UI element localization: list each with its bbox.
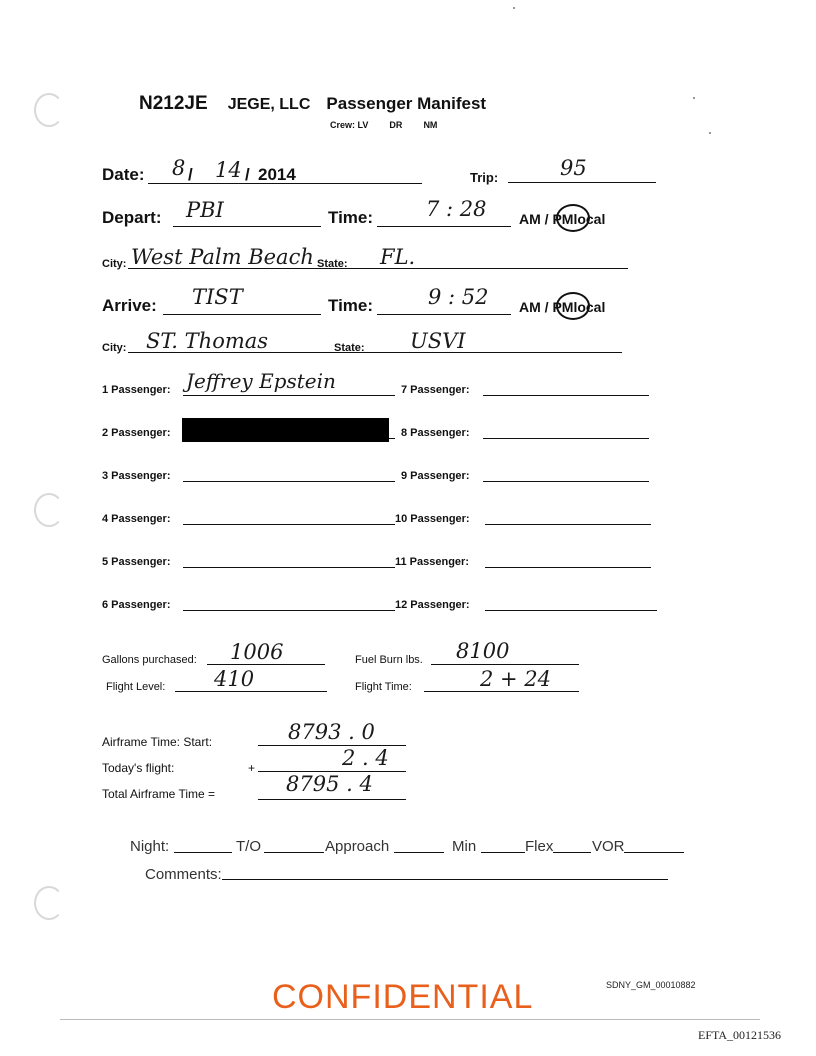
arrive-field-line (163, 314, 321, 315)
passenger-1-label: 1 Passenger: (102, 384, 171, 396)
passenger-1-line (183, 395, 395, 396)
pm-circle-mark (556, 204, 590, 232)
date-label: Date: (102, 165, 145, 184)
trip-handwritten: 95 (560, 156, 587, 180)
min-line (481, 852, 525, 853)
flex-label: Flex (525, 838, 554, 855)
efta-number: EFTA_00121536 (698, 1028, 782, 1042)
passenger-6-line (183, 610, 395, 611)
arrive-time-line (377, 314, 511, 315)
arrive-handwritten: TIST (192, 285, 243, 309)
scan-speck (693, 97, 695, 99)
depart-state-handwritten: FL. (380, 245, 416, 269)
gallons-label: Gallons purchased: (102, 654, 197, 666)
approach-label: Approach (325, 838, 390, 855)
passenger-8-line (483, 438, 649, 439)
crew-label: Crew: (330, 120, 356, 130)
passenger-7-line (483, 395, 649, 396)
trip-field-line (508, 182, 656, 183)
total-airframe-handwritten: 8795 . 4 (286, 772, 373, 796)
min-label: Min (452, 838, 477, 855)
am-label: AM / (519, 299, 549, 315)
to-label: T/O (236, 838, 261, 855)
passenger-7-label: 7 Passenger: (401, 384, 470, 396)
passenger-9-label: 9 Passenger: (401, 470, 470, 482)
arrive-state-label: State: (334, 342, 365, 354)
am-label: AM / (519, 211, 549, 227)
passenger-2-label: 2 Passenger: (102, 427, 171, 439)
arrive-time-label: Time: (328, 296, 374, 315)
trip-label: Trip: (470, 170, 499, 185)
approach-line (394, 852, 444, 853)
binder-hole (34, 93, 64, 127)
date-year: 2014 (258, 165, 296, 184)
page-bottom-rule (60, 1019, 760, 1020)
fuel-burn-line (431, 664, 579, 665)
flight-time-label: Flight Time: (355, 681, 412, 693)
total-airframe-label: Total Airframe Time = (102, 787, 216, 801)
fuel-burn-handwritten: 8100 (456, 639, 510, 663)
flight-time-line (424, 691, 579, 692)
depart-time-line (377, 226, 511, 227)
crew-member: NM (423, 120, 438, 130)
passenger-4-label: 4 Passenger: (102, 513, 171, 525)
passenger-3-label: 3 Passenger: (102, 470, 171, 482)
company-name: JEGE, LLC (227, 96, 311, 113)
night-line (174, 852, 232, 853)
tail-number: N212JE (139, 93, 208, 114)
confidential-stamp: CONFIDENTIAL (272, 978, 534, 1016)
vor-label: VOR (592, 838, 625, 855)
date-month-handwritten: 8 (172, 156, 186, 180)
depart-city-label: City: (102, 258, 127, 270)
depart-time-handwritten: 7 : 28 (426, 197, 487, 221)
airframe-start-handwritten: 8793 . 0 (288, 720, 375, 744)
local-label: local (573, 211, 606, 227)
comments-line (222, 879, 668, 880)
crew-member: DR (389, 120, 403, 130)
night-label: Night: (130, 838, 170, 855)
passenger-3-line (183, 481, 395, 482)
crew-member: LV (357, 120, 369, 130)
passenger-11-label: 11 Passenger: (395, 556, 469, 568)
arrive-label: Arrive: (102, 296, 157, 315)
passenger-12-label: 12 Passenger: (395, 599, 470, 611)
depart-city-handwritten: West Palm Beach (131, 245, 314, 269)
passenger-6-label: 6 Passenger: (102, 599, 171, 611)
fuel-burn-label: Fuel Burn lbs. (355, 654, 423, 666)
pm-circle-mark (556, 292, 590, 320)
scan-speck (709, 132, 711, 134)
crew-line (330, 120, 437, 130)
todays-flight-handwritten: 2 . 4 (342, 746, 389, 770)
flight-level-line (175, 691, 327, 692)
comments-label: Comments: (145, 866, 222, 883)
local-label: local (573, 299, 606, 315)
gallons-line (207, 664, 325, 665)
arrive-time-handwritten: 9 : 52 (428, 285, 489, 309)
passenger-10-label: 10 Passenger: (395, 513, 470, 525)
flight-level-handwritten: 410 (214, 667, 255, 691)
flex-line (553, 852, 591, 853)
to-line (264, 852, 324, 853)
passenger-9-line (483, 481, 649, 482)
todays-flight-label: Today's flight: (102, 761, 175, 775)
passenger-10-line (485, 524, 651, 525)
header-line (139, 93, 486, 115)
depart-label: Depart: (102, 208, 162, 227)
date-separator: / (188, 165, 193, 184)
arrive-state-handwritten: USVI (410, 329, 466, 353)
depart-time-label: Time: (328, 208, 374, 227)
binder-hole (34, 493, 64, 527)
vor-line (624, 852, 684, 853)
passenger-12-line (485, 610, 657, 611)
passenger-1-handwritten: Jeffrey Epstein (186, 369, 336, 393)
passenger-4-line (183, 524, 395, 525)
redaction-box (182, 418, 389, 442)
airframe-start-label: Airframe Time: Start: (102, 735, 213, 749)
passenger-5-line (183, 567, 395, 568)
binder-hole (34, 886, 64, 920)
plus-sign: + (248, 761, 256, 775)
scan-speck (513, 7, 515, 9)
document-title: Passenger Manifest (326, 94, 487, 113)
arrive-city-handwritten: ST. Thomas (146, 329, 269, 353)
date-day-handwritten: 14 (215, 158, 242, 182)
arrive-city-label: City: (102, 342, 127, 354)
bates-number: SDNY_GM_00010882 (606, 980, 696, 990)
flight-level-label: Flight Level: (106, 681, 166, 693)
pm-label: PM (552, 211, 574, 227)
gallons-handwritten: 1006 (230, 640, 284, 664)
depart-state-label: State: (317, 258, 348, 270)
pm-label: PM (552, 299, 574, 315)
passenger-11-line (485, 567, 651, 568)
flight-time-handwritten: 2 + 24 (480, 667, 552, 691)
total-airframe-line (258, 799, 406, 800)
depart-field-line (173, 226, 321, 227)
depart-handwritten: PBI (186, 198, 224, 222)
passenger-5-label: 5 Passenger: (102, 556, 171, 568)
passenger-8-label: 8 Passenger: (401, 427, 470, 439)
date-separator: / (245, 165, 250, 184)
